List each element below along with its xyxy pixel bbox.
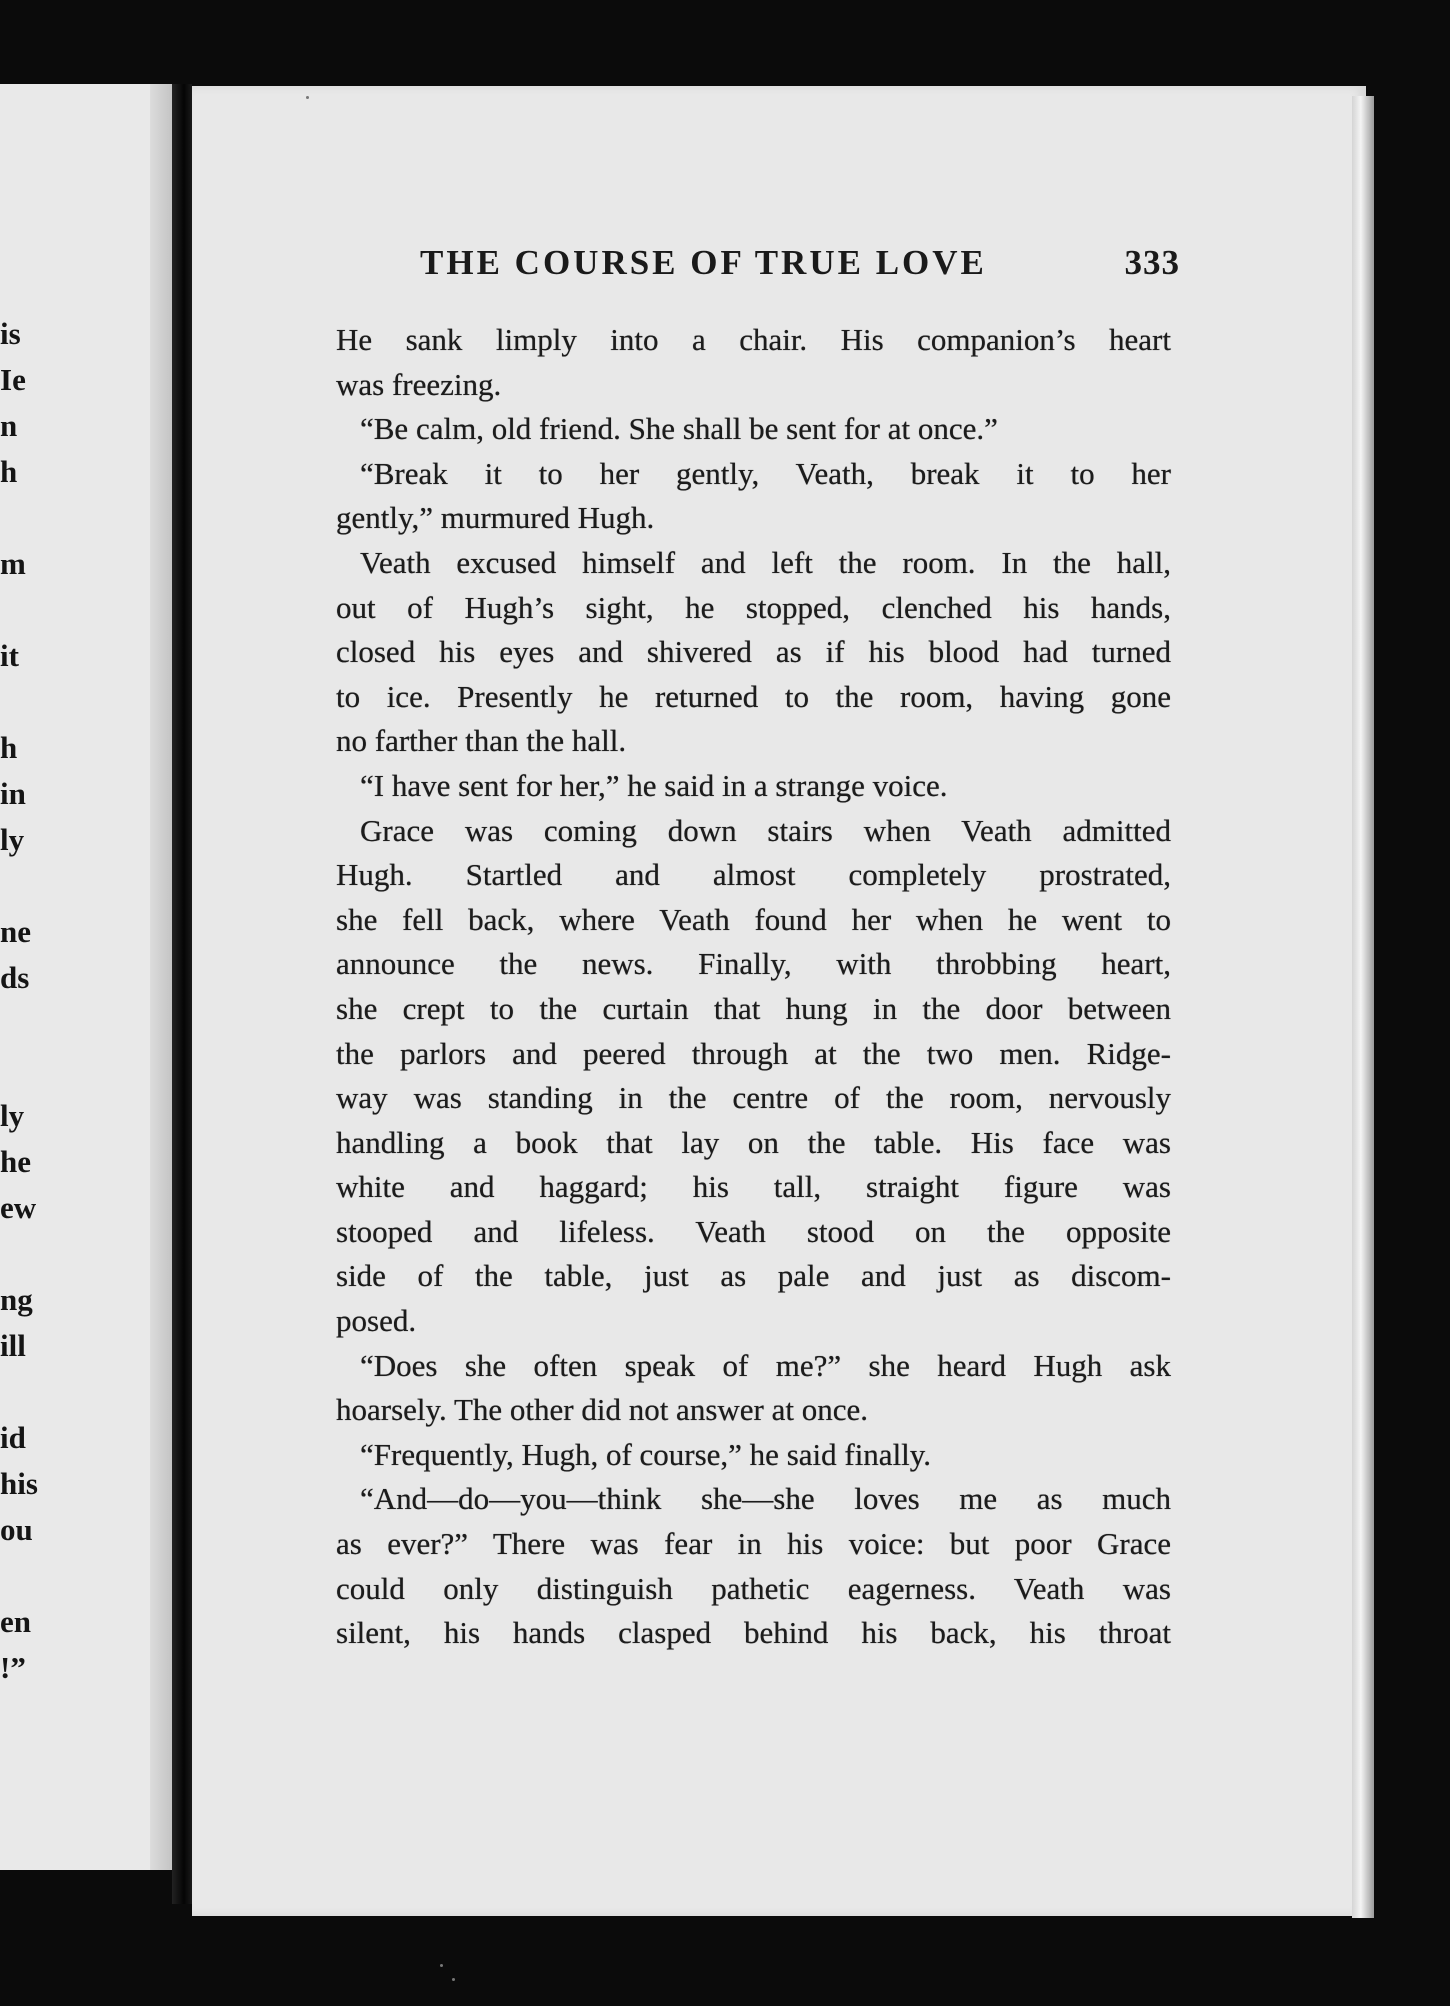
text-line: she fell back, where Veath found her when he went to [336, 901, 1171, 937]
page-number: 333 [1124, 243, 1180, 282]
text-line: stooped and lifeless. Veath stood on the opposite [336, 1213, 1171, 1249]
left-fragment: is [0, 316, 21, 351]
text-line: “Does she often speak of me?” she heard Hugh ask [360, 1347, 1171, 1383]
text-line: posed. [336, 1303, 417, 1339]
left-fragment: Ie [0, 362, 26, 397]
left-fragment: id [0, 1420, 26, 1455]
left-fragment: ly [0, 822, 25, 857]
left-fragment: h [0, 454, 18, 489]
text-line: closed his eyes and shivered as if his blood had turned [336, 634, 1171, 670]
text-line: “Break it to her gently, Veath, break it to her [360, 455, 1171, 491]
text-line: hoarsely. The other did not answer at once. [336, 1392, 868, 1428]
text-line: no farther than the hall. [336, 723, 627, 759]
text-line: silent, his hands clasped behind his back, his throat [336, 1615, 1171, 1651]
scan-speck [452, 1978, 455, 1981]
text-line: was freezing. [336, 366, 502, 402]
text-line: Grace was coming down stairs when Veath admitted [360, 812, 1171, 848]
text-line: she crept to the curtain that hung in the door between [336, 990, 1171, 1026]
left-fragment: ds [0, 960, 30, 995]
text-line: “Frequently, Hugh, of course,” he said finally. [360, 1436, 932, 1472]
book-gutter [172, 84, 192, 1904]
page-header [420, 243, 1180, 287]
text-line: “And—do—you—think she—she loves me as much [360, 1481, 1171, 1517]
left-fragment: en [0, 1604, 31, 1639]
running-title: THE COURSE OF TRUE LOVE [420, 243, 987, 282]
text-line: Hugh. Startled and almost completely prostrated, [336, 857, 1171, 893]
text-line: the parlors and peered through at the two men. Ridge- [336, 1035, 1171, 1071]
text-line: as ever?” There was fear in his voice: but poor Grace [336, 1526, 1171, 1562]
text-line: could only distinguish pathetic eagerness. Veath was [336, 1570, 1171, 1606]
text-line: side of the table, just as pale and just as discom- [336, 1258, 1171, 1294]
left-fragment: ne [0, 914, 31, 949]
left-fragment: m [0, 546, 26, 581]
page-body [336, 318, 1171, 1656]
text-line: gently,” murmured Hugh. [336, 500, 655, 536]
text-line: to ice. Presently he returned to the room, having gone [336, 678, 1171, 714]
left-fragment: ill [0, 1328, 26, 1363]
left-fragment: his [0, 1466, 38, 1501]
text-line: way was standing in the centre of the room, nervously [336, 1080, 1171, 1116]
text-line: “Be calm, old friend. She shall be sent for at once.” [360, 411, 998, 447]
text-line: handling a book that lay on the table. His face was [336, 1124, 1171, 1160]
text-line: out of Hugh’s sight, he stopped, clenched his hands, [336, 589, 1171, 625]
left-fragment: it [0, 638, 19, 673]
left-fragment: !” [0, 1650, 26, 1685]
text-line: white and haggard; his tall, straight figure was [336, 1169, 1171, 1205]
left-fragment: in [0, 776, 26, 811]
scan-speck [306, 96, 309, 99]
left-fragment: he [0, 1144, 31, 1179]
left-fragment: n [0, 408, 18, 443]
left-fragment: ly [0, 1098, 25, 1133]
right-page-edge [1352, 96, 1374, 1918]
left-fragment: ew [0, 1190, 37, 1225]
text-line: “I have sent for her,” he said in a strange voice. [360, 767, 948, 803]
text-line: Veath excused himself and left the room. In the hall, [360, 544, 1171, 580]
left-fragment: h [0, 730, 18, 765]
scan-speck [440, 1964, 443, 1967]
text-line: announce the news. Finally, with throbbing heart, [336, 946, 1171, 982]
text-line: He sank limply into a chair. His companion’s heart [336, 322, 1171, 357]
left-fragment: ou [0, 1512, 33, 1547]
left-fragment: ng [0, 1282, 33, 1317]
